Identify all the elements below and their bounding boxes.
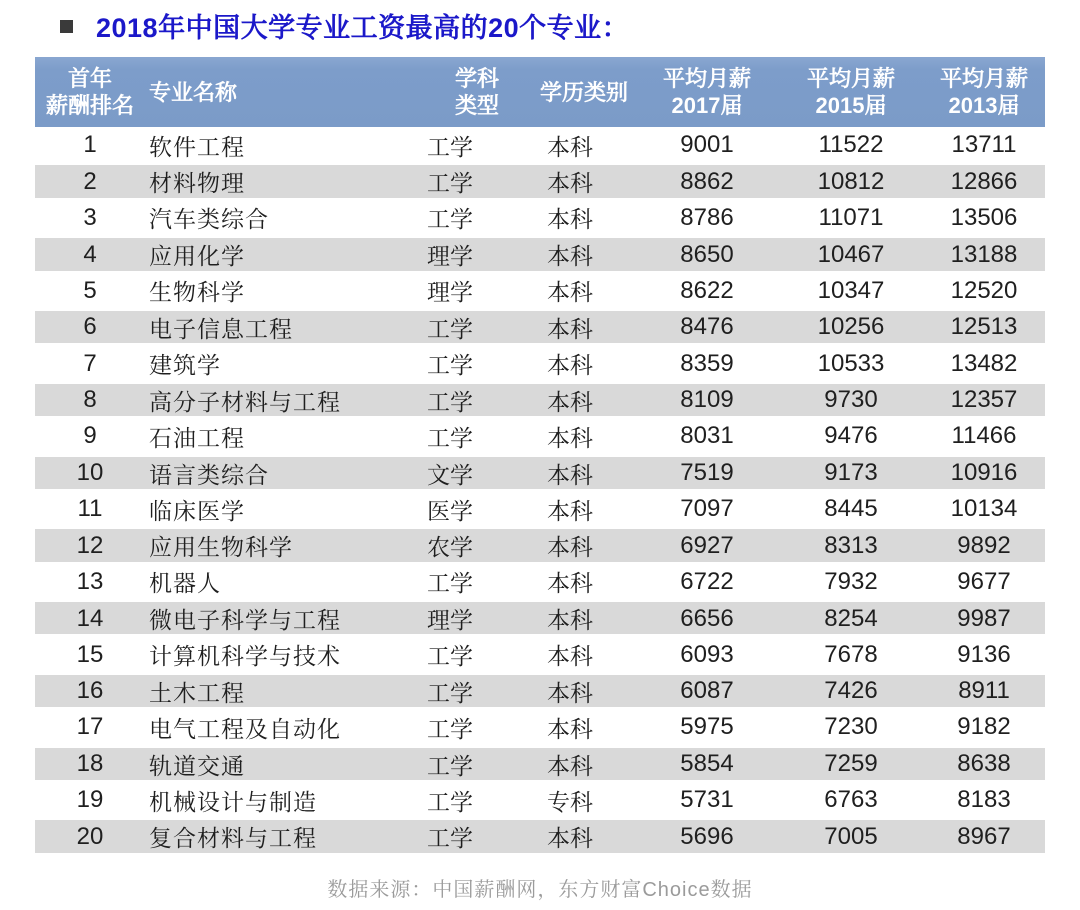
column-header-salary-2017-line2: 2017届 bbox=[671, 93, 743, 118]
cell-salary-2013: 13188 bbox=[950, 240, 1018, 268]
column-header-major-name-label: 专业名称 bbox=[149, 79, 238, 105]
cell-rank: 11 bbox=[77, 495, 103, 523]
cell-salary-2015: 10347 bbox=[817, 276, 885, 304]
cell-salary-2017: 8031 bbox=[680, 422, 734, 450]
cell-major-name: 复合材料与工程 bbox=[149, 825, 317, 852]
page-title-row bbox=[0, 8, 1080, 42]
cell-salary-2013: 11466 bbox=[951, 422, 1017, 450]
cell-subject-type: 农学 bbox=[427, 534, 473, 561]
cell-subject-type: 工学 bbox=[427, 752, 473, 779]
table-row bbox=[35, 236, 1045, 272]
column-header-rank-line2: 薪酬排名 bbox=[45, 93, 134, 118]
cell-degree-type: 本科 bbox=[547, 352, 593, 379]
cell-salary-2015: 11071 bbox=[818, 203, 884, 231]
cell-major-name: 电子信息工程 bbox=[149, 315, 293, 342]
cell-subject-type: 文学 bbox=[427, 461, 473, 488]
cell-salary-2017: 8650 bbox=[680, 240, 734, 268]
table-row bbox=[35, 273, 1045, 309]
data-source-note: 数据来源：中国薪酬网，东方财富Choice数据 bbox=[327, 878, 753, 901]
cell-salary-2015: 10812 bbox=[817, 167, 885, 195]
cell-salary-2015: 7230 bbox=[824, 713, 878, 741]
table-row bbox=[35, 418, 1045, 454]
cell-salary-2015: 10256 bbox=[817, 313, 885, 341]
cell-major-name: 建筑学 bbox=[149, 352, 221, 379]
cell-salary-2015: 7932 bbox=[824, 567, 878, 595]
cell-major-name: 微电子科学与工程 bbox=[149, 607, 341, 634]
table-row bbox=[35, 600, 1045, 636]
cell-subject-type: 工学 bbox=[427, 825, 473, 852]
table-row bbox=[35, 345, 1045, 381]
column-header-salary-2017-line1: 平均月薪 bbox=[662, 66, 751, 91]
table-row bbox=[35, 673, 1045, 709]
cell-salary-2013: 8967 bbox=[957, 822, 1011, 850]
cell-subject-type: 理学 bbox=[427, 279, 473, 306]
cell-major-name: 应用化学 bbox=[149, 243, 245, 270]
cell-salary-2013: 10916 bbox=[950, 459, 1018, 487]
cell-rank: 10 bbox=[76, 459, 104, 487]
cell-subject-type: 工学 bbox=[427, 352, 473, 379]
cell-salary-2015: 7678 bbox=[824, 640, 878, 668]
cell-degree-type: 本科 bbox=[547, 206, 593, 233]
table-body bbox=[35, 127, 1045, 855]
cell-subject-type: 工学 bbox=[427, 388, 473, 415]
cell-subject-type: 工学 bbox=[427, 679, 473, 706]
cell-salary-2015: 8313 bbox=[824, 531, 878, 559]
table-row bbox=[35, 163, 1045, 199]
cell-salary-2017: 6087 bbox=[680, 677, 734, 705]
cell-salary-2015: 10467 bbox=[817, 240, 885, 268]
column-header-degree-type-label: 学历类别 bbox=[539, 79, 628, 105]
cell-subject-type: 工学 bbox=[427, 570, 473, 597]
cell-degree-type: 专科 bbox=[547, 788, 593, 815]
page-title: 2018年中国大学专业工资最高的20个专业： bbox=[96, 12, 630, 43]
table-row bbox=[35, 309, 1045, 345]
cell-salary-2017: 5731 bbox=[680, 786, 734, 814]
cell-salary-2017: 5854 bbox=[680, 750, 734, 778]
cell-degree-type: 本科 bbox=[547, 315, 593, 342]
cell-major-name: 汽车类综合 bbox=[149, 206, 269, 233]
cell-salary-2017: 7519 bbox=[680, 459, 734, 487]
column-header-rank bbox=[35, 57, 145, 127]
table-row bbox=[35, 746, 1045, 782]
cell-degree-type: 本科 bbox=[547, 279, 593, 306]
column-header-salary-2013-line2: 2013届 bbox=[948, 93, 1020, 118]
cell-major-name: 材料物理 bbox=[149, 170, 245, 197]
cell-degree-type: 本科 bbox=[547, 643, 593, 670]
cell-salary-2013: 13506 bbox=[950, 203, 1018, 231]
cell-rank: 18 bbox=[76, 750, 104, 778]
column-header-degree-type bbox=[505, 57, 635, 127]
cell-salary-2017: 8476 bbox=[680, 313, 734, 341]
cell-degree-type: 本科 bbox=[547, 825, 593, 852]
column-header-major-name bbox=[145, 57, 395, 127]
table-row bbox=[35, 818, 1045, 854]
table-row bbox=[35, 527, 1045, 563]
cell-salary-2017: 8786 bbox=[680, 203, 734, 231]
cell-major-name: 石油工程 bbox=[149, 424, 245, 451]
cell-salary-2017: 8862 bbox=[680, 167, 734, 195]
cell-salary-2013: 13482 bbox=[950, 349, 1018, 377]
table-row bbox=[35, 782, 1045, 818]
table-row bbox=[35, 709, 1045, 745]
cell-salary-2015: 8254 bbox=[824, 604, 878, 632]
cell-major-name: 生物科学 bbox=[149, 279, 245, 306]
cell-rank: 15 bbox=[76, 640, 104, 668]
cell-degree-type: 本科 bbox=[547, 243, 593, 270]
cell-rank: 8 bbox=[83, 386, 97, 414]
cell-rank: 6 bbox=[83, 313, 97, 341]
table-header-row bbox=[35, 57, 1045, 127]
cell-salary-2015: 10533 bbox=[817, 349, 885, 377]
column-header-salary-2013-line1: 平均月薪 bbox=[939, 66, 1028, 91]
cell-subject-type: 理学 bbox=[427, 607, 473, 634]
cell-degree-type: 本科 bbox=[547, 607, 593, 634]
cell-subject-type: 工学 bbox=[427, 315, 473, 342]
cell-subject-type: 医学 bbox=[427, 497, 473, 524]
cell-major-name: 语言类综合 bbox=[149, 461, 269, 488]
cell-rank: 19 bbox=[76, 786, 104, 814]
cell-major-name: 高分子材料与工程 bbox=[149, 388, 341, 415]
cell-subject-type: 工学 bbox=[427, 170, 473, 197]
cell-degree-type: 本科 bbox=[547, 534, 593, 561]
cell-salary-2013: 9677 bbox=[957, 567, 1011, 595]
cell-degree-type: 本科 bbox=[547, 570, 593, 597]
cell-degree-type: 本科 bbox=[547, 170, 593, 197]
cell-salary-2015: 7426 bbox=[824, 677, 878, 705]
cell-rank: 7 bbox=[83, 349, 97, 377]
cell-salary-2013: 9182 bbox=[957, 713, 1011, 741]
cell-rank: 3 bbox=[83, 203, 97, 231]
cell-salary-2017: 5696 bbox=[680, 822, 734, 850]
column-header-subject-type-label: 学科类型 bbox=[454, 66, 499, 118]
cell-salary-2015: 9730 bbox=[824, 386, 878, 414]
cell-salary-2017: 7097 bbox=[680, 495, 734, 523]
cell-salary-2015: 9476 bbox=[824, 422, 878, 450]
table-row bbox=[35, 455, 1045, 491]
table-row bbox=[35, 200, 1045, 236]
cell-rank: 20 bbox=[76, 822, 104, 850]
table-row bbox=[35, 636, 1045, 672]
cell-degree-type: 本科 bbox=[547, 133, 593, 160]
cell-rank: 5 bbox=[83, 276, 97, 304]
cell-salary-2017: 8622 bbox=[680, 276, 734, 304]
cell-subject-type: 工学 bbox=[427, 206, 473, 233]
cell-major-name: 土木工程 bbox=[149, 679, 245, 706]
column-header-salary-2015-line2: 2015届 bbox=[815, 93, 887, 118]
cell-major-name: 机器人 bbox=[149, 570, 221, 597]
cell-salary-2017: 5975 bbox=[680, 713, 734, 741]
cell-salary-2013: 9987 bbox=[957, 604, 1011, 632]
cell-salary-2015: 9173 bbox=[824, 459, 878, 487]
table-row bbox=[35, 564, 1045, 600]
cell-degree-type: 本科 bbox=[547, 424, 593, 451]
cell-salary-2015: 7259 bbox=[824, 750, 878, 778]
cell-subject-type: 工学 bbox=[427, 133, 473, 160]
cell-salary-2017: 8359 bbox=[680, 349, 734, 377]
cell-subject-type: 工学 bbox=[427, 424, 473, 451]
cell-salary-2013: 12513 bbox=[950, 313, 1018, 341]
cell-salary-2015: 8445 bbox=[824, 495, 878, 523]
cell-salary-2013: 12866 bbox=[950, 167, 1018, 195]
cell-major-name: 计算机科学与技术 bbox=[149, 643, 341, 670]
cell-salary-2017: 6722 bbox=[680, 567, 734, 595]
cell-subject-type: 工学 bbox=[427, 715, 473, 742]
cell-salary-2015: 6763 bbox=[824, 786, 878, 814]
column-header-salary-2013 bbox=[923, 57, 1045, 127]
cell-major-name: 机械设计与制造 bbox=[149, 788, 317, 815]
cell-major-name: 应用生物科学 bbox=[149, 534, 293, 561]
cell-degree-type: 本科 bbox=[547, 679, 593, 706]
cell-rank: 9 bbox=[83, 422, 97, 450]
cell-major-name: 电气工程及自动化 bbox=[149, 715, 341, 742]
cell-subject-type: 理学 bbox=[427, 243, 473, 270]
cell-salary-2017: 6093 bbox=[680, 640, 734, 668]
cell-salary-2013: 8911 bbox=[958, 677, 1010, 705]
cell-degree-type: 本科 bbox=[547, 715, 593, 742]
cell-salary-2017: 6656 bbox=[680, 604, 734, 632]
cell-rank: 17 bbox=[76, 713, 104, 741]
cell-rank: 1 bbox=[83, 131, 97, 159]
cell-salary-2013: 8638 bbox=[957, 750, 1011, 778]
cell-subject-type: 工学 bbox=[427, 788, 473, 815]
table-row bbox=[35, 127, 1045, 163]
cell-salary-2013: 12520 bbox=[950, 276, 1018, 304]
cell-major-name: 软件工程 bbox=[149, 133, 245, 160]
cell-rank: 12 bbox=[76, 531, 104, 559]
cell-degree-type: 本科 bbox=[547, 461, 593, 488]
column-header-salary-2015-line1: 平均月薪 bbox=[806, 66, 895, 91]
cell-rank: 13 bbox=[76, 567, 104, 595]
cell-salary-2013: 9136 bbox=[957, 640, 1011, 668]
column-header-salary-2015 bbox=[779, 57, 923, 127]
cell-salary-2017: 8109 bbox=[680, 386, 734, 414]
cell-degree-type: 本科 bbox=[547, 752, 593, 779]
column-header-rank-line1: 首年 bbox=[67, 66, 112, 91]
cell-degree-type: 本科 bbox=[547, 497, 593, 524]
bullet-square-icon bbox=[60, 20, 73, 33]
cell-rank: 4 bbox=[83, 240, 97, 268]
table-row bbox=[35, 382, 1045, 418]
cell-salary-2015: 11522 bbox=[818, 131, 884, 159]
cell-degree-type: 本科 bbox=[547, 388, 593, 415]
cell-rank: 2 bbox=[83, 167, 97, 195]
cell-salary-2017: 9001 bbox=[680, 131, 734, 159]
column-header-salary-2017 bbox=[635, 57, 779, 127]
cell-salary-2013: 9892 bbox=[957, 531, 1011, 559]
cell-salary-2013: 10134 bbox=[950, 495, 1018, 523]
cell-salary-2013: 8183 bbox=[957, 786, 1011, 814]
cell-rank: 16 bbox=[76, 677, 104, 705]
cell-salary-2013: 12357 bbox=[950, 386, 1018, 414]
cell-rank: 14 bbox=[76, 604, 104, 632]
cell-salary-2017: 6927 bbox=[680, 531, 734, 559]
cell-salary-2015: 7005 bbox=[824, 822, 878, 850]
cell-salary-2013: 13711 bbox=[951, 131, 1017, 159]
cell-major-name: 轨道交通 bbox=[149, 752, 245, 779]
cell-major-name: 临床医学 bbox=[149, 497, 245, 524]
cell-subject-type: 工学 bbox=[427, 643, 473, 670]
salary-table bbox=[35, 57, 1045, 855]
column-header-subject-type bbox=[395, 57, 505, 127]
table-row bbox=[35, 491, 1045, 527]
